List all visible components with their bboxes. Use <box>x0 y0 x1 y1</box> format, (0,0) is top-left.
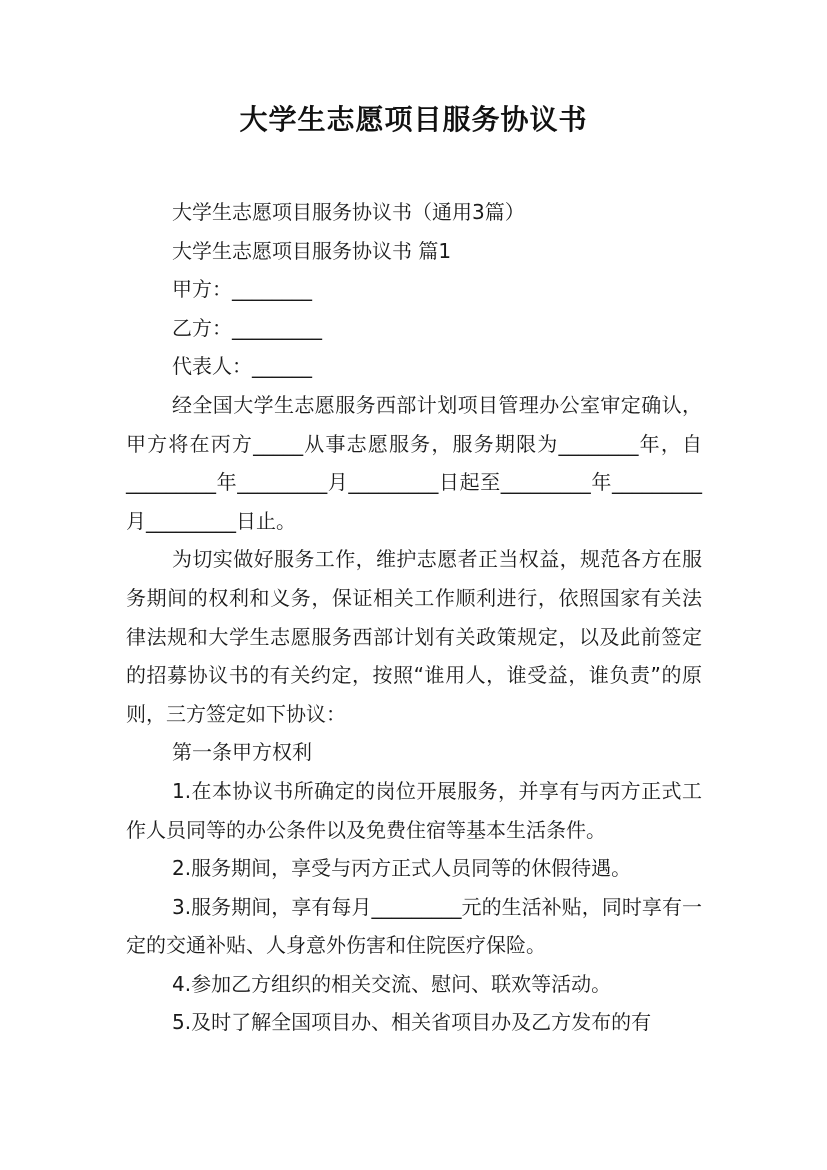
clause-2: 2.服务期间，享受与丙方正式人员同等的休假待遇。 <box>172 856 632 881</box>
clause-5: 5.及时了解全国项目办、相关省项目办及乙方发布的有 <box>172 1010 652 1035</box>
party-b-field: 乙方：_________ <box>172 315 322 340</box>
document-body <box>126 193 702 1042</box>
article-heading: 第一条甲方权利 <box>172 740 312 765</box>
representative-field: 代表人：______ <box>172 354 312 379</box>
document-title: 大学生志愿项目服务协议书 <box>239 103 588 136</box>
subtitle-line: 大学生志愿项目服务协议书（通用3篇） <box>172 200 525 224</box>
section-heading: 大学生志愿项目服务协议书 篇1 <box>172 238 452 263</box>
clause-4: 4.参加乙方组织的相关交流、慰问、联欢等活动。 <box>172 971 612 996</box>
clause-3: 3.服务期间，享有每月_________元的生活补贴，同时享有一定的交通补贴、人身意外伤害和住院医疗保险。 <box>126 894 702 958</box>
party-a-field: 甲方：________ <box>172 277 312 302</box>
paragraph-purpose: 为切实做好服务工作，维护志愿者正当权益，规范各方在服务期间的权利和义务，保证相关工作顺利进行，依照国家有关法律法规和大学生志愿服务西部计划有关政策规定，以及此前签定的招募协议书的有关约定，按照“谁用人，谁受益，谁负责”的原则，三方签定如下协议： <box>126 547 702 726</box>
clause-1: 1.在本协议书所确定的岗位开展服务，并享有与丙方正式工作人员同等的办公条件以及免费住宿等基本生活条件。 <box>126 778 702 842</box>
paragraph-service-term: 经全国大学生志愿服务西部计划项目管理办公室审定确认，甲方将在丙方_____从事志愿服务，服务期限为________年，自_________年_________月_________日起至_________年_________月_________日止。 <box>126 392 702 533</box>
